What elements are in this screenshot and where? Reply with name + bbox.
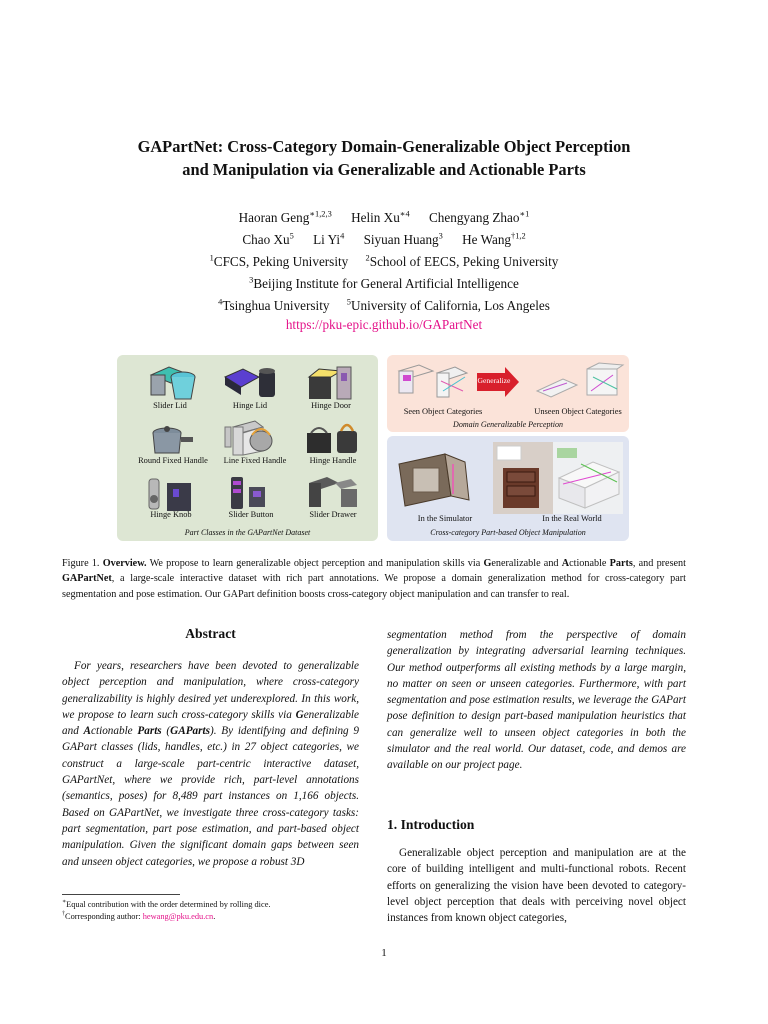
part-class-label: Hinge Lid <box>232 401 268 410</box>
footnote-rule <box>62 894 180 895</box>
paper-title <box>0 135 768 181</box>
hinge-lid-image <box>221 365 279 401</box>
part-class-label: Hinge Knob <box>150 510 192 519</box>
author: Li Yi$^4$ <box>313 231 345 248</box>
affiliation-line-3 <box>0 294 768 316</box>
author: Siyuan Huang$^3$ <box>363 231 443 248</box>
affiliation: $^2$School of EECS, Peking University <box>365 253 559 270</box>
part-classes-caption: Part Classes in the GAPartNet Dataset <box>184 528 311 537</box>
manipulation-caption: Cross-category Part-based Object Manipulation <box>430 528 586 537</box>
part-class-label: Round Fixed Handle <box>138 456 208 465</box>
line-fixed-handle-image-2 <box>215 421 281 459</box>
real-world-image <box>493 442 623 514</box>
affiliation-line-2 <box>0 272 768 294</box>
part-class-label: Hinge Handle <box>309 456 357 465</box>
part-class-label: Slider Button <box>228 510 274 519</box>
affiliation: $^1$CFCS, Peking University <box>209 253 349 270</box>
hinge-handle-image <box>301 419 363 459</box>
email-link[interactable]: hewang@pku.edu.cn <box>142 911 214 921</box>
page-number: 1 <box>381 947 387 959</box>
abstract-text: For years, researchers have been devoted to generalizable object perception and manipulation, where cross-category generalizability is highly desired yet underexplored. In this work, we propose to learn such cross-category skills via Generalizable and Actionable Parts (GAParts). By identifying and defining 9 GAPart classes (lids, handles, etc.) in 27 object categories, we construct a large-scale part-centric interactive dataset, GAPartNet, where we provide rich, part-level annotations (semantics, poses) for 8,489 part instances on 1,166 objects. Based on GAPartNet, we investigate three cross-category tasks: part segmentation, part pose estimation, and part-based object manipulation. Given the significant domain gaps between seen and unseen object categories, we propose a robust 3D <box>62 660 359 868</box>
part-classes-panel <box>117 355 378 541</box>
simulator-label: In the Simulator <box>417 514 473 523</box>
slider-drawer-image <box>303 473 361 513</box>
affiliation: $^3$Beijing Institute for General Artificial Intelligence <box>249 275 519 292</box>
affiliation-line-1 <box>0 250 768 272</box>
introduction-heading: 1. Introduction <box>387 817 475 832</box>
author-line-2 <box>0 228 768 250</box>
hinge-knob-image <box>143 473 199 515</box>
part-class-label: Hinge Door <box>311 401 351 410</box>
slider-button-image <box>225 473 271 515</box>
affiliation: $^4$Tsinghua University <box>218 297 330 314</box>
part-class-label: Slider Lid <box>153 401 187 410</box>
author: Helin $Xu^{∗4}$ <box>351 210 410 226</box>
generalize-label: Generalize <box>477 376 511 385</box>
hinge-door-image <box>303 363 359 403</box>
part-class-label: Line Fixed Handle <box>223 456 287 465</box>
part-class-label: Slider Drawer <box>309 510 357 519</box>
introduction-text: Generalizable object perception and manipulation are at the core of building intelligent and multi-functional robots. Recent efforts on generalizing the vision have been devoted to category-level object perception that deals with perceiving novel object instances from known object categories, <box>387 847 686 925</box>
footnote-corresponding-author: †Corresponding author: hewang@pku.edu.cn. <box>62 911 216 921</box>
title-line-1: GAPartNet: Cross-Category Domain-Generalizable Object Perception <box>137 137 631 156</box>
author: Chengyang Zhao$^{∗1}$ <box>428 210 530 226</box>
author: Haoran Geng$^{∗1,2,3}$ <box>238 210 332 226</box>
slider-lid-image <box>141 361 199 403</box>
simulator-image <box>395 450 481 512</box>
unseen-objects-image <box>533 361 625 405</box>
domain-generalization-panel <box>387 355 629 432</box>
seen-objects-image <box>393 361 473 405</box>
figure-1 <box>117 355 629 545</box>
author: Chao Xu$^5$ <box>242 231 294 248</box>
figure-caption: Figure 1. Overview. We propose to learn generalizable object perception and manipulation skills via Generalizable and Actionable Parts, and present GAPartNet, a large-scale interactive dataset with rich part annotations. We propose a domain generalization method for cross-category part segmentation and pose estimation. Our GAPart definition boosts cross-category object manipulation and can transfer to real. <box>62 558 686 600</box>
manipulation-panel <box>387 436 629 541</box>
abstract-continued: segmentation method from the perspective of domain generalization by integrating adversarial learning techniques. Our method outperforms all existing methods by a large margin, no matter on seen or unseen categories. Furthermore, with part segmentation and pose estimation results, we leverage the GAPart pose definition to design part-based manipulation heuristics that can generalize well to unseen object categories in both the simulator and the real world. Our dataset, code, and demos are available on our project page. <box>387 629 686 772</box>
round-fixed-handle-image <box>141 419 199 459</box>
unseen-categories-label: Unseen Object Categories <box>534 407 622 416</box>
affiliation: $^5$University of California, Los Angeles <box>346 297 550 314</box>
domain-perception-caption: Domain Generalizable Perception <box>453 420 563 429</box>
author: He Wang$^{\dagger 1,2}$ <box>462 231 526 248</box>
project-url-link[interactable]: https://pku-epic.github.io/GAPartNet <box>285 316 483 332</box>
title-line-2: and Manipulation via Generalizable and Actionable Parts <box>182 160 586 179</box>
real-world-label: In the Real World <box>542 514 602 523</box>
author-line-1 <box>0 206 768 228</box>
author-block <box>0 206 768 335</box>
footnote-equal-contribution: ∗Equal contribution with the order determined by rolling dice. <box>62 899 271 909</box>
seen-categories-label: Seen Object Categories <box>403 407 483 416</box>
abstract-heading: Abstract <box>185 626 236 641</box>
